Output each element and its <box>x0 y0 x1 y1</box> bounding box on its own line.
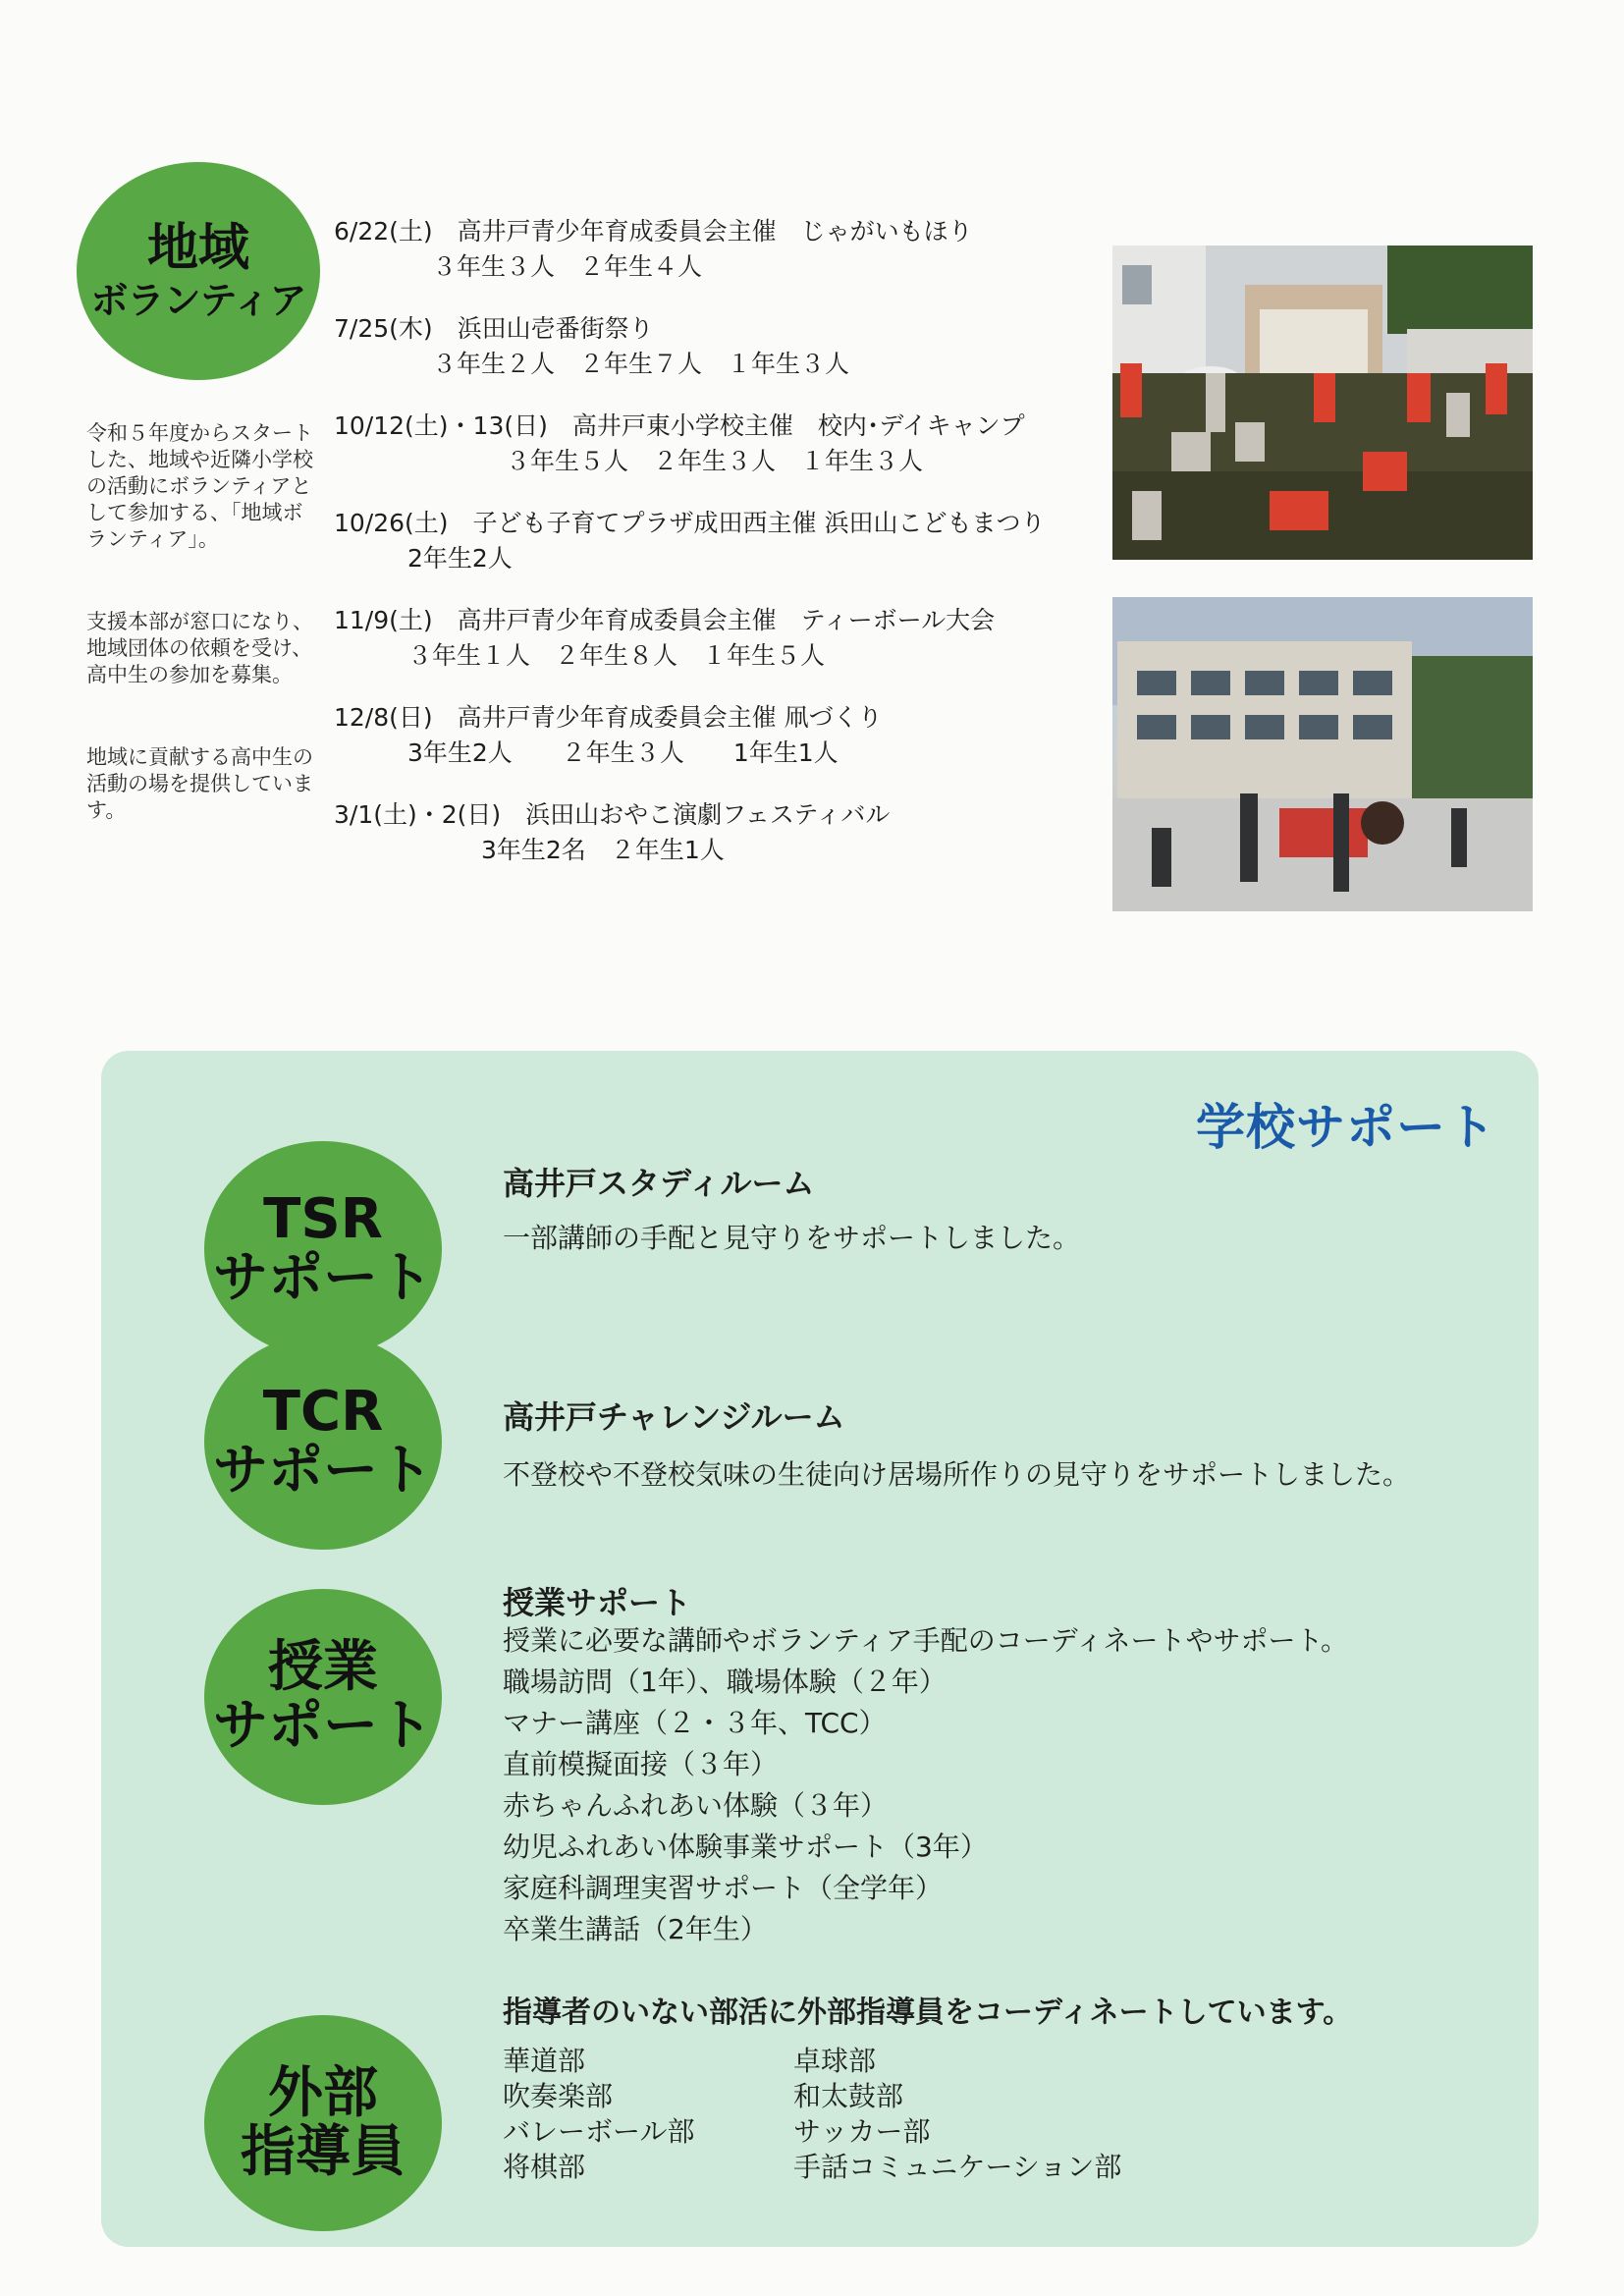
event-item: 6/22(土) 高井戸青少年育成委員会主催 じゃがいもほり ３年生３人 ２年生４人 <box>334 217 973 281</box>
volunteer-badge <box>77 162 320 380</box>
club-list-left <box>503 2044 694 2185</box>
event-item: 3/1(土)・2(日) 浜田山おやこ演劇フェスティバル 3年生2名 ２年生1人 <box>334 800 891 864</box>
external-coach-badge: 外部 指導員 <box>204 2015 442 2231</box>
event-item: 10/26(土) 子ども子育てプラザ成田西主催 浜田山こどもまつり 2年生2人 <box>334 509 1046 573</box>
tsr-badge: TSR サポート <box>204 1141 442 1357</box>
list-item: サッカー部 <box>793 2115 931 2148</box>
event-item: 7/25(木) 浜田山壱番街祭り ３年生２人 ２年生７人 １年生３人 <box>334 314 850 378</box>
lesson-support-heading: 授業サポート <box>503 1584 692 1621</box>
list-item: 赤ちゃんふれあい体験（３年） <box>503 1789 889 1822</box>
list-item: バレーボール部 <box>503 2115 695 2148</box>
tsr-text: 一部講師の手配と見守りをサポートしました。 <box>503 1222 1081 1254</box>
list-item: 吹奏楽部 <box>503 2080 614 2112</box>
list-item: 卓球部 <box>793 2045 877 2077</box>
list-item: 授業に必要な講師やボランティア手配のコーディネートやサポート。 <box>503 1624 1349 1657</box>
tcr-badge: TCR サポート <box>204 1334 442 1550</box>
volunteer-intro-1: 令和５年度からスタートした、地域や近隣小学校の活動にボランティアとして参加する、「地域ボランティア」。 <box>86 421 313 551</box>
volunteer-intro-3: 地域に貢献する高中生の活動の場を提供しています。 <box>86 745 313 822</box>
event-item: 10/12(土)・13(日) 高井戸東小学校主催 校内･デイキャンプ ３年生５人 ２年生３人 １年生３人 <box>334 411 1025 475</box>
list-item: 家庭科調理実習サポート（全学年） <box>503 1872 944 1904</box>
lesson-support-badge: 授業 サポート <box>204 1589 442 1805</box>
volunteer-event-list <box>334 214 1119 895</box>
list-item: 職場訪問（1年）、職場体験（２年） <box>503 1666 947 1698</box>
list-item: 幼児ふれあい体験事業サポート（3年） <box>503 1831 988 1863</box>
event-item: 12/8(日) 高井戸青少年育成委員会主催 凧づくり 3年生2人 ２年生３人 1年生1人 <box>334 703 883 767</box>
volunteer-badge-line1: 地域 <box>146 219 249 279</box>
school-festival-photo <box>1112 597 1533 911</box>
list-item: 和太鼓部 <box>793 2080 904 2112</box>
list-item: 卒業生講話（2年生） <box>503 1913 768 1945</box>
event-item: 11/9(土) 高井戸青少年育成委員会主催 ティーボール大会 ３年生１人 ２年生８人 １年生５人 <box>334 606 996 670</box>
potato-digging-photo <box>1112 246 1533 560</box>
list-item: 直前模擬面接（３年） <box>503 1748 779 1780</box>
volunteer-badge-line2: ボランティア <box>90 278 306 322</box>
volunteer-intro-2: 支援本部が窓口になり、地域団体の依頼を受け、高中生の参加を募集。 <box>86 610 313 686</box>
tcr-heading: 高井戸チャレンジルーム <box>503 1398 845 1436</box>
lesson-support-list <box>503 1620 1348 1950</box>
school-support-title: 学校サポート <box>1196 1099 1496 1156</box>
list-item: 手話コミュニケーション部 <box>793 2151 1122 2183</box>
list-item: マナー講座（２・３年、TCC） <box>503 1707 887 1739</box>
tsr-heading: 高井戸スタディルーム <box>503 1165 815 1202</box>
list-item: 将棋部 <box>503 2151 586 2183</box>
club-list-right <box>793 2044 1121 2185</box>
tcr-text: 不登校や不登校気味の生徒向け居場所作りの見守りをサポートしました。 <box>503 1458 1411 1491</box>
list-item: 華道部 <box>503 2045 586 2077</box>
external-coach-heading: 指導者のいない部活に外部指導員をコーディネートしています。 <box>503 1995 1353 2030</box>
